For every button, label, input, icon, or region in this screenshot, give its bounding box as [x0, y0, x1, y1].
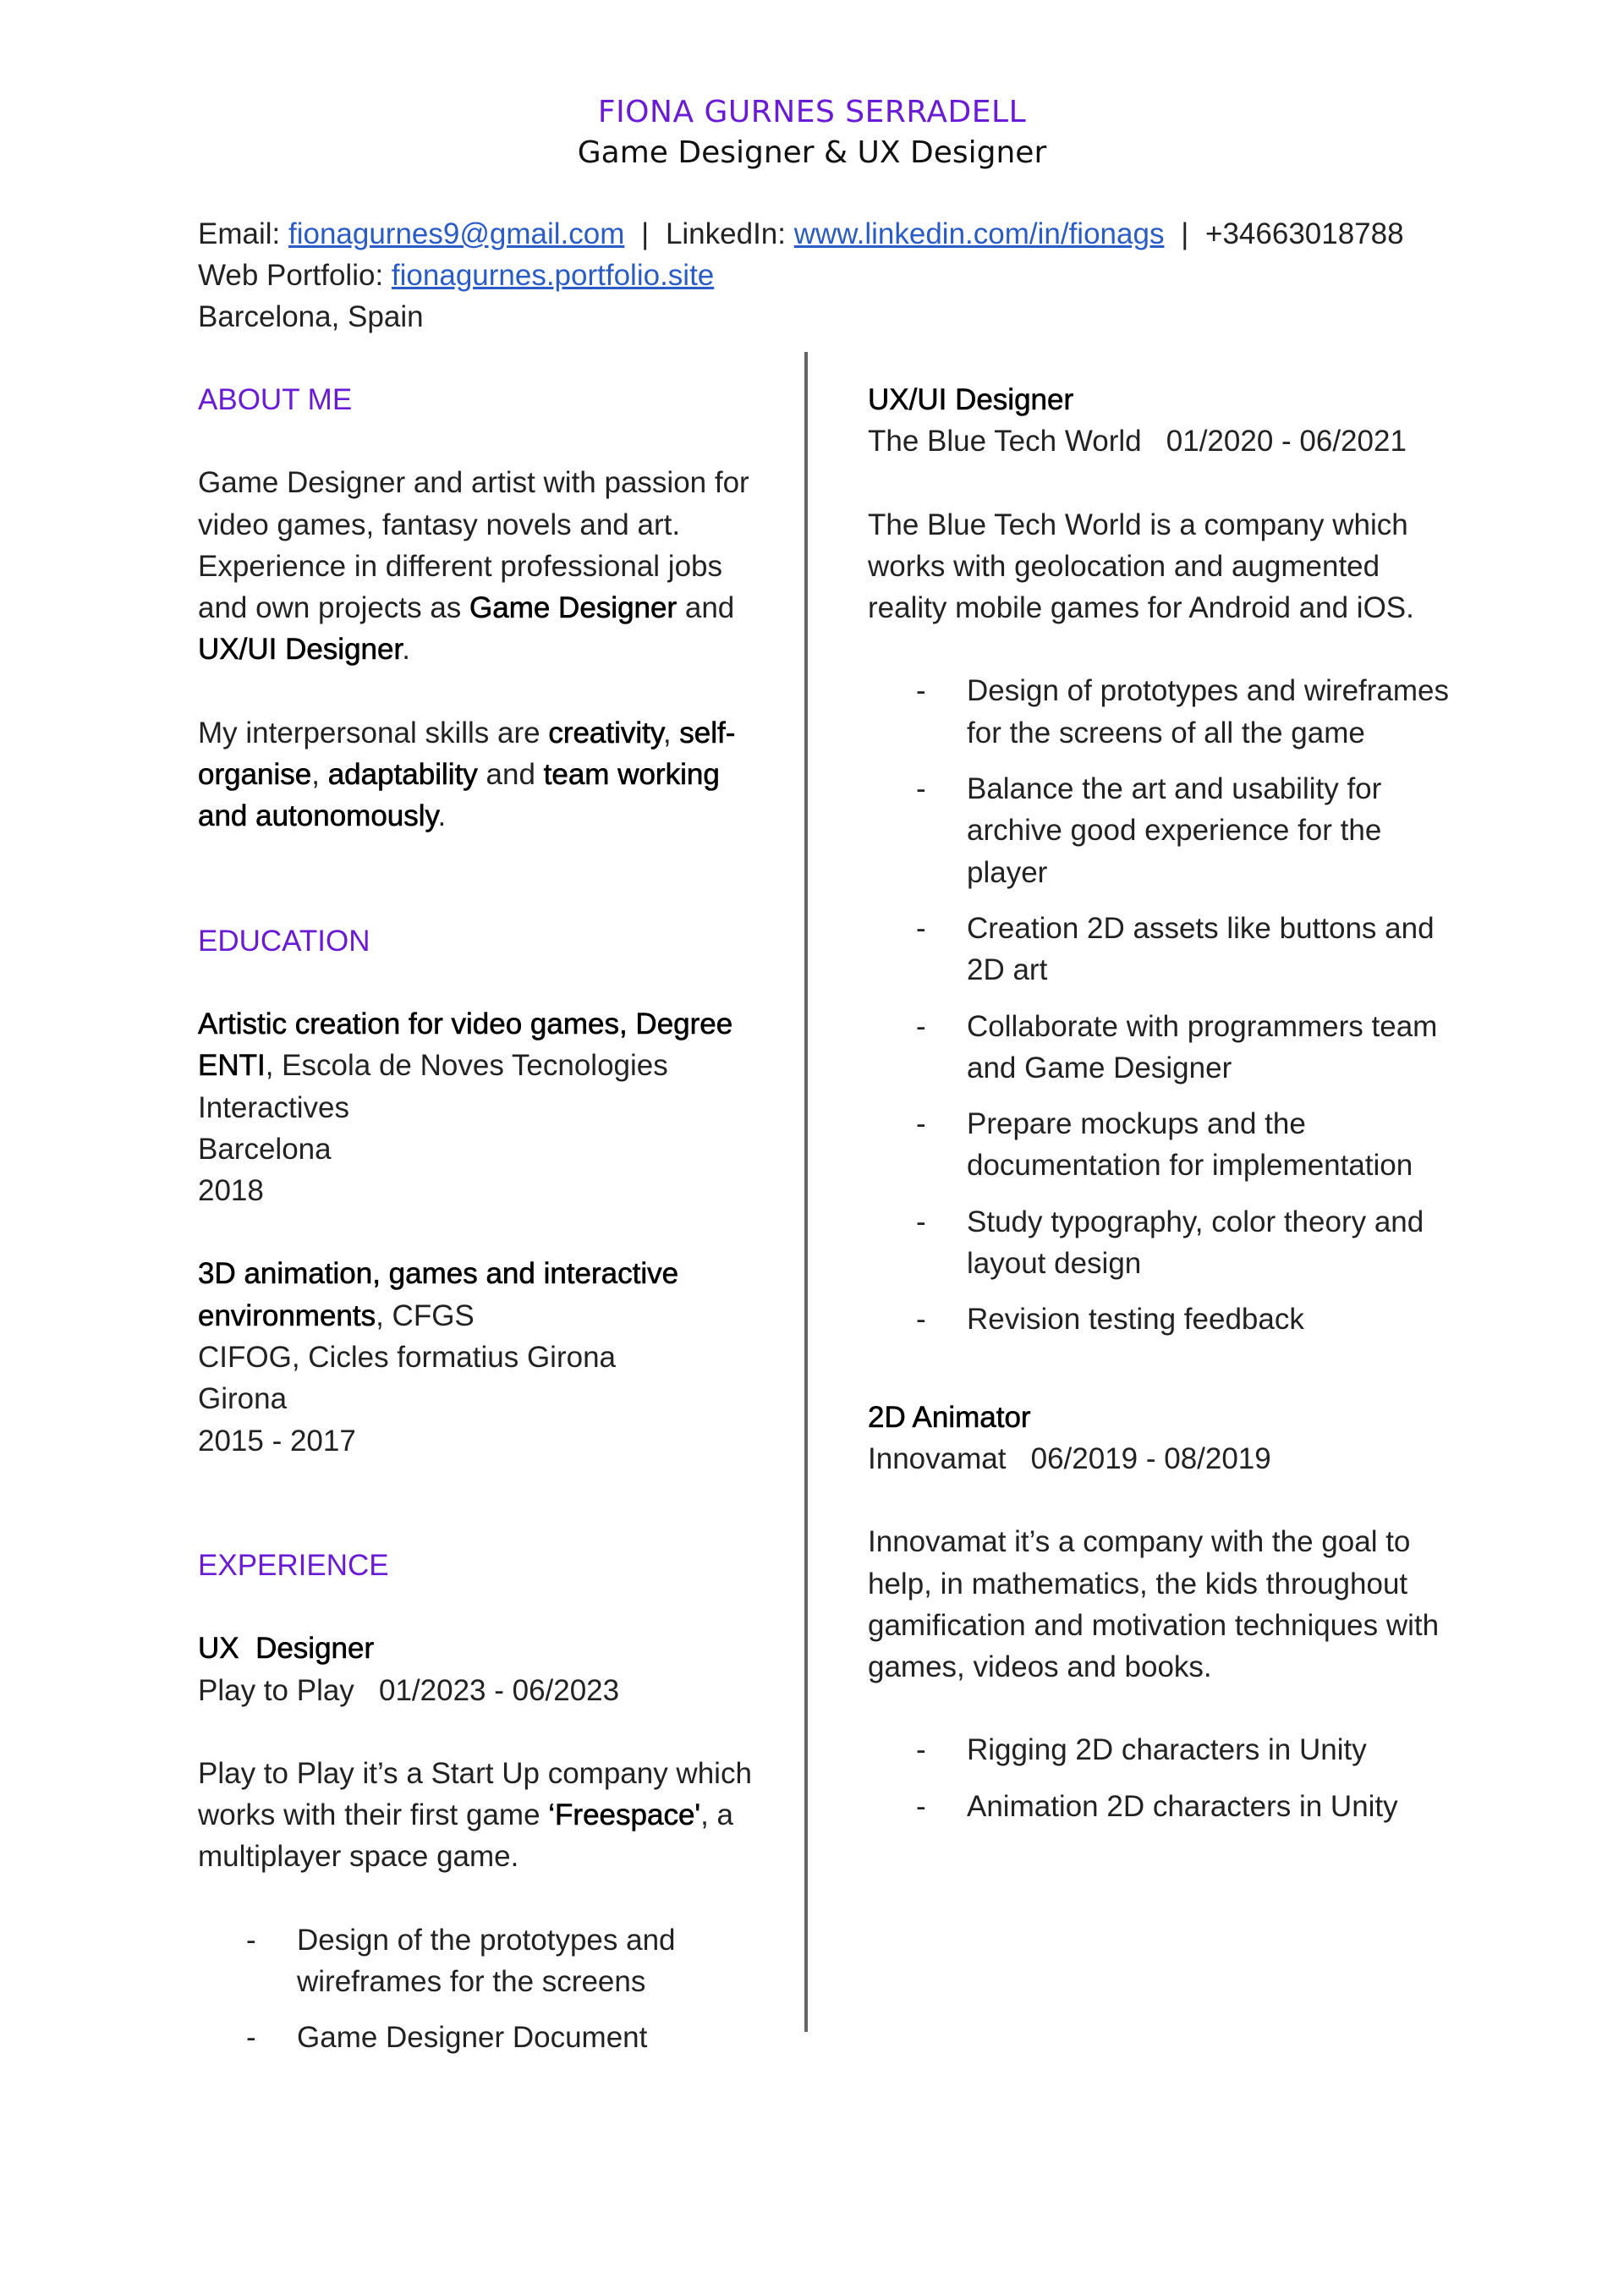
job-title: 2D Animator — [868, 1400, 1031, 1434]
text: . — [402, 633, 410, 667]
job-entry — [198, 1628, 773, 2058]
education-city: Barcelona — [198, 1132, 332, 1166]
education-years: 2015 - 2017 — [198, 1424, 356, 1458]
text: , — [662, 716, 680, 749]
bullet-item — [868, 1103, 1460, 1187]
location: Barcelona, Spain — [198, 300, 424, 333]
bullet-item — [868, 908, 1460, 991]
email-link[interactable]: fionagurnes9@gmail.com — [288, 217, 625, 250]
about-section-title: ABOUT ME — [198, 383, 353, 416]
highlight: adaptability — [327, 758, 478, 792]
highlight: UX/UI Designer — [198, 633, 403, 667]
school-name: , Escola de Noves Tecnologies Interactives — [198, 1049, 668, 1124]
contact-info — [198, 213, 1404, 338]
dash-bullet-icon: - — [916, 1303, 926, 1337]
degree-type: , CFGS — [376, 1298, 475, 1332]
job-company-dates: Play to Play 01/2023 - 06/2023 — [198, 1673, 620, 1707]
experience-section-title: EXPERIENCE — [198, 1548, 389, 1582]
job-company-dates: The Blue Tech World 01/2020 - 06/2021 — [868, 425, 1407, 458]
dash-bullet-icon: - — [916, 911, 926, 945]
text: Play to Play it’s a Start Up company which works with their first game — [198, 1756, 752, 1832]
text: , — [311, 758, 328, 792]
portfolio-label: Web Portfolio: — [198, 259, 384, 292]
separator: | — [641, 217, 650, 250]
bullet-item — [868, 1201, 1460, 1285]
job-description: Innovamat it’s a company with the goal to help, in mathematics, the kids throughout gamification and motivation techniques with games, videos and books. — [868, 1525, 1440, 1684]
education-years: 2018 — [198, 1174, 264, 1208]
text: and — [677, 591, 735, 625]
dash-bullet-icon: - — [916, 772, 926, 806]
portfolio-link[interactable]: fionagurnes.portfolio.site — [391, 259, 715, 292]
highlight: team working and autonomously — [198, 758, 720, 833]
job-title: UX Designer — [198, 1632, 375, 1666]
bullet-text: Prepare mockups and the documentation for implementation — [967, 1107, 1413, 1183]
education-school: CIFOG, Cicles formatius Girona — [198, 1341, 616, 1375]
candidate-name: FIONA GURNES SERRADELL — [597, 95, 1027, 129]
about-paragraph-1 — [198, 462, 773, 670]
job-description: The Blue Tech World is a company which works with geolocation and augmented reality mobile games for Android and iOS. — [868, 508, 1414, 625]
bullet-text: Revision testing feedback — [967, 1303, 1304, 1337]
job-company-dates: Innovamat 06/2019 - 08/2019 — [868, 1441, 1271, 1475]
text: , a multiplayer space game. — [198, 1798, 734, 1874]
bullet-item — [868, 1298, 1460, 1340]
bullet-text: Animation 2D characters in Unity — [967, 1789, 1398, 1823]
text: . — [437, 799, 447, 833]
job-entry — [868, 379, 1460, 1341]
left-column — [198, 379, 773, 2073]
job-entry — [868, 1397, 1460, 1827]
highlight: creativity — [548, 716, 663, 749]
dash-bullet-icon: - — [916, 1009, 926, 1043]
dash-bullet-icon: - — [916, 1107, 926, 1141]
text: and — [477, 758, 544, 792]
bullet-item — [868, 670, 1460, 754]
job-title: UX/UI Designer — [868, 383, 1074, 416]
dash-bullet-icon: - — [916, 1205, 926, 1238]
bullet-text: Rigging 2D characters in Unity — [967, 1733, 1367, 1767]
bullet-text: Collaborate with programmers team and Game Designer — [967, 1009, 1438, 1084]
text: Game Designer and artist with passion for video games, fantasy novels and art. Experience in different professional jobs and own projects as — [198, 466, 749, 625]
dash-bullet-icon: - — [246, 2021, 256, 2055]
education-item — [198, 1253, 773, 1461]
bullet-item — [868, 768, 1460, 893]
job-bullets — [868, 670, 1460, 1340]
job-bullets — [198, 1919, 773, 2059]
candidate-role: Game Designer & UX Designer — [577, 135, 1047, 170]
degree-name: Artistic creation for video games, Degree ENTI — [198, 1007, 733, 1083]
highlight: self-organise — [198, 716, 736, 792]
job-description — [198, 1753, 773, 1878]
column-divider — [804, 352, 808, 2032]
dash-bullet-icon: - — [246, 1923, 256, 1957]
education-section-title: EDUCATION — [198, 924, 370, 958]
linkedin-link[interactable]: www.linkedin.com/in/fionags — [793, 217, 1165, 250]
bullet-item — [198, 1919, 773, 2003]
education-degree — [198, 1253, 773, 1337]
bullet-item — [868, 1729, 1460, 1771]
dash-bullet-icon: - — [916, 1733, 926, 1767]
bullet-item — [868, 1786, 1460, 1827]
bullet-text: Creation 2D assets like buttons and 2D art — [967, 911, 1435, 987]
bullet-item — [198, 2017, 773, 2058]
bullet-text: Game Designer Document — [297, 2021, 648, 2055]
dash-bullet-icon: - — [916, 674, 926, 708]
contact-line-1 — [198, 213, 1404, 255]
email-label: Email: — [198, 217, 281, 250]
job-bullets — [868, 1729, 1460, 1827]
bullet-text: Balance the art and usability for archive good experience for the player — [967, 772, 1382, 889]
highlight: ‘Freespace' — [548, 1798, 701, 1832]
separator: | — [1181, 217, 1189, 250]
right-column — [868, 379, 1460, 1842]
education-item — [198, 1003, 773, 1211]
phone-number: +34663018788 — [1205, 217, 1404, 250]
bullet-text: Design of prototypes and wireframes for the screens of all the game — [967, 674, 1449, 749]
about-paragraph-2 — [198, 712, 773, 837]
contact-line-2 — [198, 255, 1404, 296]
degree-name: 3D animation, games and interactive environments — [198, 1257, 679, 1332]
text: My interpersonal skills are — [198, 716, 549, 749]
bullet-item — [868, 1006, 1460, 1090]
bullet-text: Study typography, color theory and layout design — [967, 1205, 1424, 1281]
linkedin-label: LinkedIn: — [665, 217, 786, 250]
dash-bullet-icon: - — [916, 1789, 926, 1823]
education-city: Girona — [198, 1382, 288, 1416]
highlight: Game Designer — [469, 591, 678, 625]
education-degree — [198, 1003, 773, 1128]
bullet-text: Design of the prototypes and wireframes for the screens — [297, 1923, 676, 1999]
